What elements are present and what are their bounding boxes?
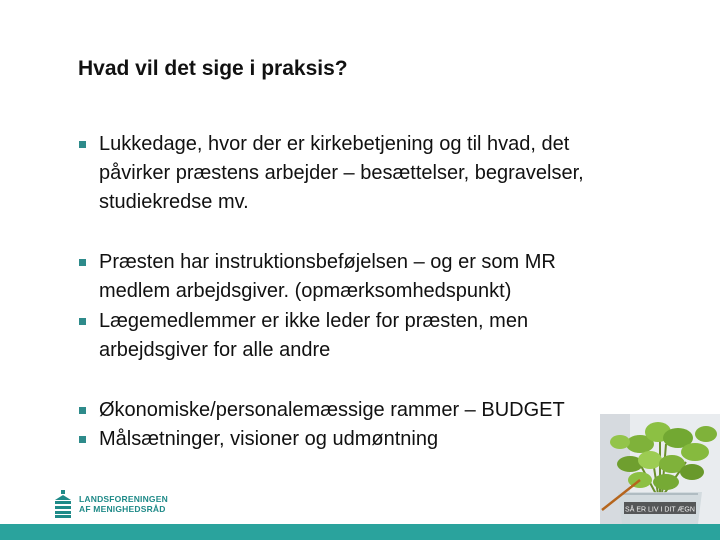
bullet-line: medlem arbejdsgiver. (opmærksomhedspunkt) [99,280,512,302]
church-logo-icon [52,490,74,518]
bullet-line: Målsætninger, visioner og udmøntning [99,428,439,450]
bullet-line: studiekredse mv. [99,191,249,213]
organization-logo [52,489,168,519]
bullet-line: arbejdsgiver for alle andre [99,339,331,361]
slide-title: Hvad vil det sige i praksis? [78,57,348,80]
bullet-item [78,425,678,454]
bullet-square-icon [79,436,86,443]
logo-text [79,494,168,514]
bullet-line: Økonomiske/personalemæssige rammer – BUDGET [99,399,565,421]
bullet-line: Præsten har instruktionsbeføjelsen – og er som MR [99,251,556,273]
footer-accent-bar [0,524,720,540]
plant-image [600,414,720,540]
logo-line-2: AF MENIGHEDSRÅD [79,504,166,514]
logo-line-1: LANDSFORENINGEN [79,494,168,504]
pot-label: SÅ ER LIV I DIT ÆGN [625,506,695,514]
bullet-item [78,396,678,425]
bullet-square-icon [79,407,86,414]
bullet-list [78,130,678,454]
bullet-line: Lukkedage, hvor der er kirkebetjening og til hvad, det [99,133,570,155]
bullet-line: påvirker præstens arbejder – besættelser, begravelser, [99,162,584,184]
plant-photo [600,414,720,540]
bullet-line: Lægemedlemmer er ikke leder for præsten, men [99,310,529,332]
bullet-square-icon [79,259,86,266]
bullet-item [78,248,678,306]
bullet-item [78,130,678,217]
bullet-item [78,307,678,365]
bullet-square-icon [79,318,86,325]
bullet-square-icon [79,141,86,148]
